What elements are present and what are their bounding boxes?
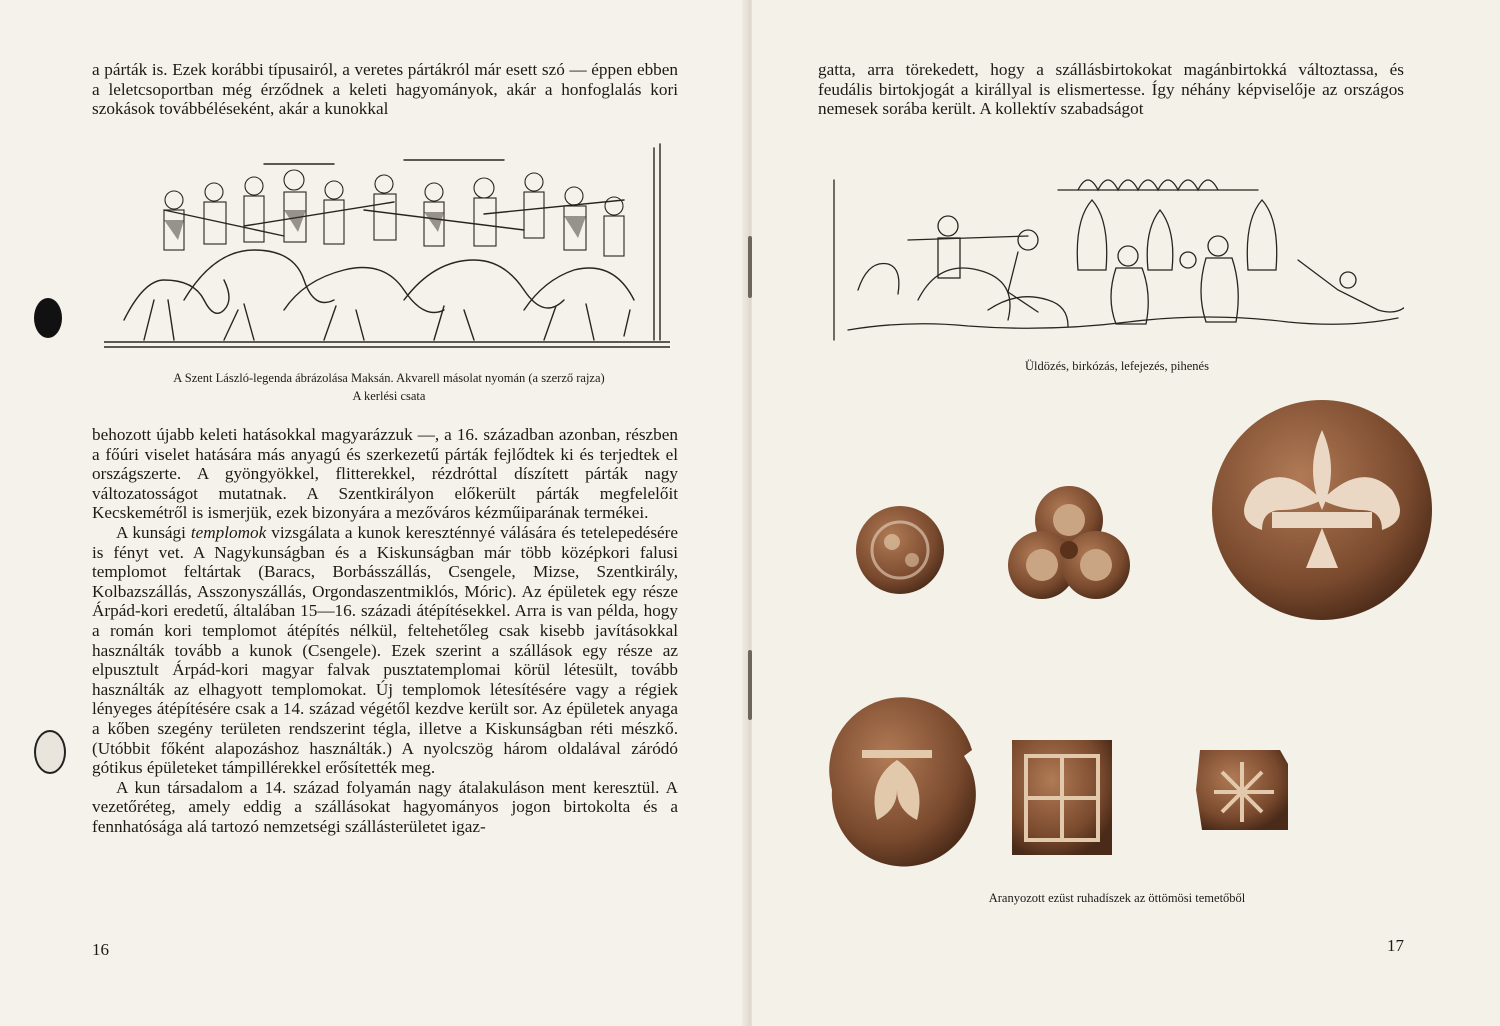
fresco-scene-drawing	[828, 160, 1404, 350]
caption-line: A Szent László-legenda ábrázolása Maksán. Akvarell másolat nyomán (a szerző rajza)	[173, 371, 605, 385]
paragraph: A kun társadalom a 14. század folyamán nagy átalakuláson ment keresztül. A vezetőréteg, amely eddig a szállásokat hagyományos jogon birtokolta és a fennhatósága alá tartozó nemzetségi szállásterületet igaz-	[92, 777, 678, 836]
emphasis: templomok	[190, 522, 267, 542]
left-page	[0, 0, 748, 1026]
artifact-photos	[822, 400, 1442, 880]
page-number: 16	[92, 940, 109, 959]
illustration-caption	[74, 369, 704, 405]
top-paragraph: a párták is. Ezek korábbi típusairól, a veretes pártákról már esett szó — éppen ebben a leletcsoportban még érződnek a keleti hagyományok, akár a honfoglalás kori szokások továbbéléseként, akár a kunokkal	[92, 60, 678, 119]
artifact-caption: Aranyozott ezüst ruhadíszek az öttömösi temetőből	[988, 891, 1246, 905]
round-ornament	[856, 506, 944, 594]
page-number: 17	[1387, 936, 1404, 955]
small-square-ornament	[1196, 750, 1288, 830]
binder-hole	[34, 730, 66, 774]
right-page	[752, 0, 1500, 1026]
caption-line: A kerlési csata	[352, 389, 426, 403]
top-paragraph: gatta, arra törekedett, hogy a szállásbirtokokat magánbirtokká változtassa, és feudális birtokjogát a királlyal is elismertesse. Így néhány képviselője az országos nemesek sorába került. A kollektív szabadságot	[818, 60, 1404, 119]
square-ornament	[1012, 740, 1112, 855]
paragraph: A kunsági templomok vizsgálata a kunok kereszténnyé válására és tetelepedésére is fényt vet. A Nagykunságban és a Kiskunságban már több középkori falusi templomot feltártak (Baracs, Borbásszállás, Csengele, Mizse, Szentkirály, Kolbazszállás, Asszonyszállás, Orgondaszentmiklós, Móric). Az épületek egy része Árpád-kori eredetű, általában 15—16. századi átépítésekkel. Arra is van példa, hogy a román kori templomot átépítés nélkül, feltehetőleg csak kisebb javításokkal használták tovább a kunok (Csengele). Ezek szerint a szállások egy része az elpusztult Árpád-kori magyar falvak pusztatemplomai körül létesült, tovább használták az elhagyott templomokat. Új templomok létesítésére vagy a régiek lényeges átépítésére csak a 14. század végétől kezdve került sor. Az épületek anyaga a kőben szegény területen rendszerint tégla, illetve a Kiskunságban réti mészkő. (Utóbbit főként alapozáshoz használták.) A nyolcszög három oldalával záródó gótikus épületeket támpillérekkel erősítették meg.	[92, 522, 678, 778]
binder-hole	[34, 298, 62, 338]
trefoil-ornament	[1008, 486, 1130, 599]
eagle-ornament	[829, 697, 976, 866]
paragraph: behozott újabb keleti hatásokkal magyarázzuk —, a 16. században azonban, részben a főúri viselet hatására más anyagú és szerkezetű párták fejlődtek ki és terjedtek el országszerte. A gyöngyökkel, flitterekkel, rézdróttal díszített párták nagy változatosságot mutatnak. A Szentkirályon előkerült párták megfelelőit Kecskemétről is ismerjük, ezek bizonyára a mezőváros kézműiparának termékei.	[92, 425, 678, 523]
fleur-de-lis-disc	[1212, 400, 1432, 620]
illustration-caption: Üldözés, birkózás, lefejezés, pihenés	[1025, 359, 1209, 373]
body-text	[92, 425, 678, 836]
battle-scene-drawing	[104, 140, 670, 356]
